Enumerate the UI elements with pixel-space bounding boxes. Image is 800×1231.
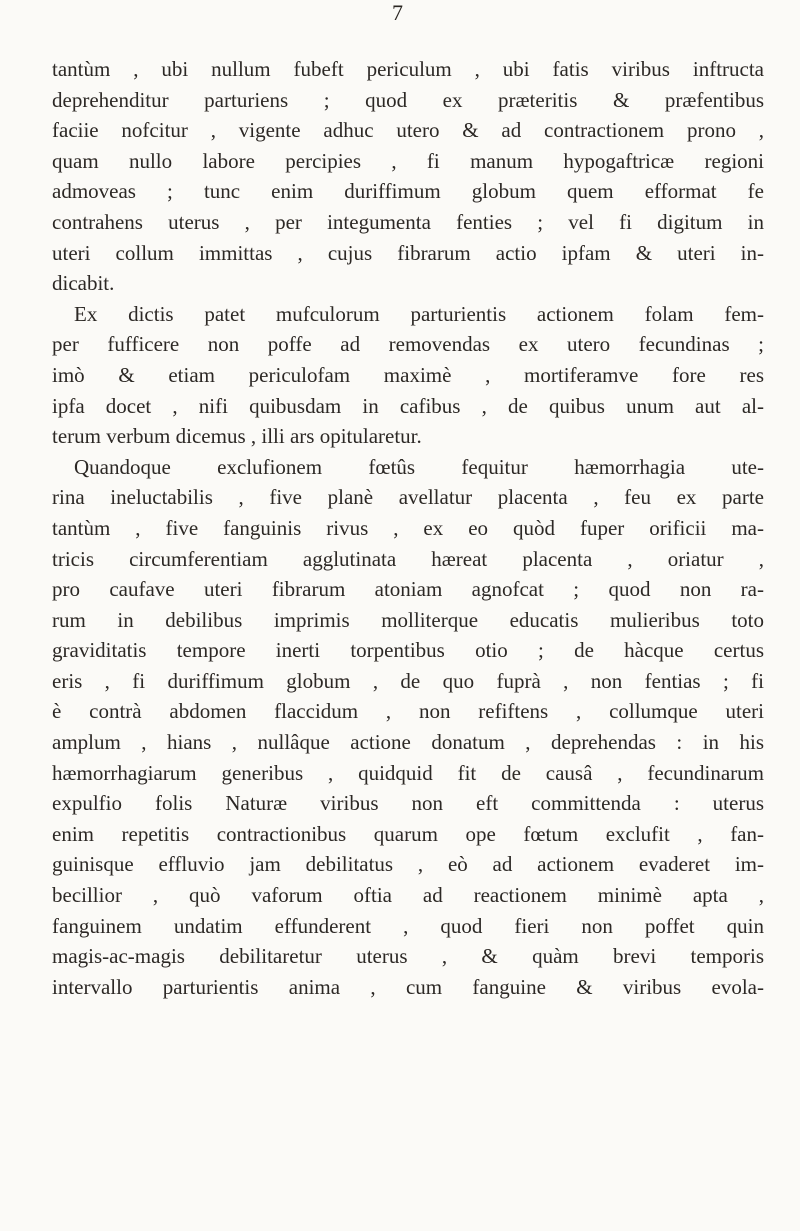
text-line: Ex dictis patet mufculorum parturientis actionem folam fem- xyxy=(74,301,764,326)
text-line: tricis circumferentiam agglutinata hӕreat placenta , oriatur , xyxy=(52,546,764,571)
text-line: Quandoque exclufionem fœtûs fequitur hӕmorrhagia ute- xyxy=(74,454,764,479)
text-line: è contrà abdomen flaccidum , non refiftens , collumque uteri xyxy=(52,699,764,724)
text-line: rina ineluctabilis , five planè avellatur placenta , feu ex parte xyxy=(52,485,764,510)
text-line: amplum , hians , nullâque actione donatum , deprehendas : in his xyxy=(52,730,764,755)
text-line: dicabit. xyxy=(52,271,115,296)
text-line: enim repetitis contractionibus quarum ope fœtum exclufit , fan- xyxy=(52,821,764,846)
text-line: faciie nofcitur , vigente adhuc utero & ad contractionem prono , xyxy=(52,118,764,143)
text-line: rum in debilibus imprimis molliterque educatis mulieribus toto xyxy=(52,607,764,632)
text-line: uteri collum immittas , cujus fibrarum actio ipfam & uteri in- xyxy=(52,240,764,265)
text-line: guinisque effluvio jam debilitatus , eò ad actionem evaderet im- xyxy=(52,852,764,877)
page-number: 7 xyxy=(392,0,403,25)
text-line: ipfa docet , nifi quibusdam in cafibus , de quibus unum aut al- xyxy=(52,393,764,418)
text-line: tantùm , five fanguinis rivus , ex eo quòd fuper orificii ma- xyxy=(52,515,764,540)
text-line: per fufficere non poffe ad removendas ex utero fecundinas ; xyxy=(52,332,764,357)
text-line: tantùm , ubi nullum fubeft periculum , ubi fatis viribus inftructa xyxy=(52,57,764,81)
text-line: contrahens uterus , per integumenta fenties ; vel fi digitum in xyxy=(52,209,764,234)
text-line: deprehenditur parturiens ; quod ex prӕteritis & prӕfentibus xyxy=(52,87,764,112)
text-line: pro caufave uteri fibrarum atoniam agnofcat ; quod non ra- xyxy=(52,577,764,602)
text-line: magis-ac-magis debilitaretur uterus , & quàm brevi temporis xyxy=(52,944,764,969)
text-line: terum verbum dicemus , illi ars opitularetur. xyxy=(52,424,422,449)
text-line: becillior , quò vaforum oftia ad reactionem minimè apta , xyxy=(52,883,764,908)
text-line: graviditatis tempore inerti torpentibus otio ; de hàcque certus xyxy=(52,638,764,663)
text-line: admoveas ; tunc enim duriffimum globum quem efformat fe xyxy=(52,179,764,204)
text-line: eris , fi duriffimum globum , de quo fuprà , non fentias ; fi xyxy=(52,668,764,693)
text-line: fanguinem undatim effunderent , quod fieri non poffet quin xyxy=(52,913,764,938)
text-line: expulfio folis Naturӕ viribus non eft committenda : uterus xyxy=(52,791,764,816)
text-line: quam nullo labore percipies , fi manum hypogaftricӕ regioni xyxy=(52,148,764,173)
text-line: imò & etiam periculofam maximè , mortiferamve fore res xyxy=(52,362,764,387)
text-line: intervallo parturientis anima , cum fanguine & viribus evola- xyxy=(52,974,764,999)
body-text xyxy=(52,54,764,1002)
text-line: hӕmorrhagiarum generibus , quidquid fit de causâ , fecundinarum xyxy=(52,760,764,785)
